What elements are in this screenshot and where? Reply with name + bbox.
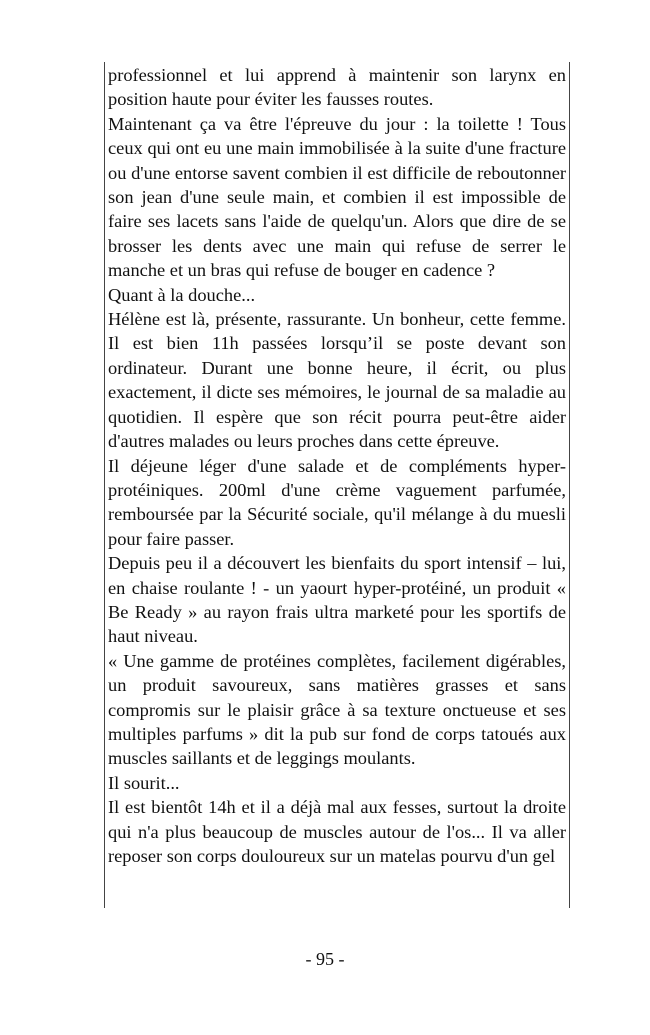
paragraph: Maintenant ça va être l'épreuve du jour : la toilette ! Tous ceux qui ont eu une main immobilisée à la suite d'une fracture ou d'une entorse savent combien il est difficile de reboutonner son jean d'une seule main, et combien il est impossible de faire ses lacets sans l'aide de quelqu'un. Alors que dire de se brosser les dents avec une main qui refuse de serrer le manche et un bras qui refuse de bouger en cadence ? [108,113,566,281]
page-number: - 95 - [305,949,345,969]
paragraph: professionnel et lui apprend à maintenir son larynx en position haute pour éviter les fausses routes. [108,65,566,110]
paragraph: Quant à la douche... [108,284,256,305]
paragraph: Hélène est là, présente, rassurante. Un bonheur, cette femme. Il est bien 11h passées lorsqu’il se poste devant son ordinateur. Durant une bonne heure, il écrit, ou plus exactement, il dicte ses mémoires, le journal de sa maladie au quotidien. Il espère que son récit pourra peut-être aider d'autres malades ou leurs proches dans cette épreuve. [108,309,566,452]
paragraph: Il est bientôt 14h et il a déjà mal aux fesses, surtout la droite qui n'a plus beaucoup de muscles autour de l'os... Il va aller reposer son corps douloureux sur un matelas pourvu d'un gel [108,797,566,866]
body-text [108,63,566,868]
paragraph: Depuis peu il a découvert les bienfaits du sport intensif – lui, en chaise roulante ! - un yaourt hyper-protéiné, un produit « Be Ready » au rayon frais ultra marketé pour les sportifs de haut niveau. [108,553,566,647]
paragraph: Il sourit... [108,772,180,793]
paragraph: Il déjeune léger d'une salade et de compléments hyper-protéiniques. 200ml d'une crème vaguement parfumée, remboursée par la Sécurité sociale, qu'il mélange à du muesli pour faire passer. [108,455,566,549]
paragraph: « Une gamme de protéines complètes, facilement digérables, un produit savoureux, sans matières grasses et sans compromis sur le plaisir grâce à sa texture onctueuse et ses multiples parfums » dit la pub sur fond de corps tatoués aux muscles saillants et de leggings moulants. [108,650,566,769]
